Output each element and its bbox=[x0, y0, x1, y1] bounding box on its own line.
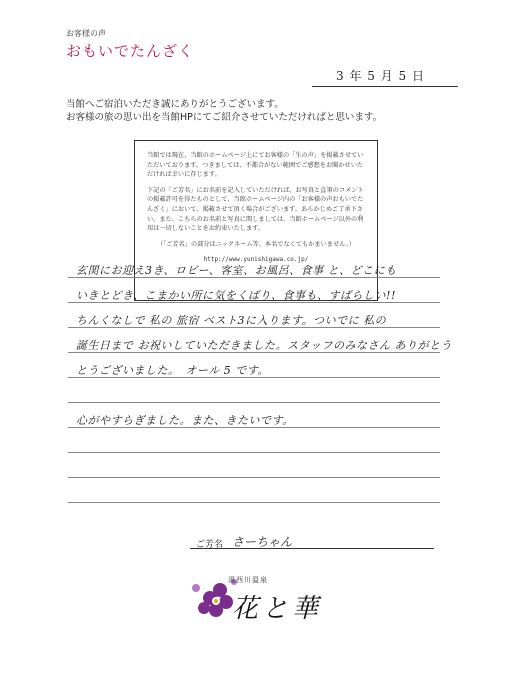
entry-date: 3 年 5 月 5 日 bbox=[336, 69, 425, 83]
ruled-line bbox=[68, 452, 440, 453]
ruled-line bbox=[68, 402, 440, 403]
comment-line: 誕生日まで お祝いしていただきました。スタッフのみなさん ありがとう bbox=[76, 339, 452, 352]
comment-line: いきとどき、こまかい所に気をくばり、食事も、すばらしい!! bbox=[76, 289, 396, 302]
comment-line: とうございました。 オール 5 です。 bbox=[76, 364, 269, 377]
signature-underline bbox=[190, 548, 434, 549]
ruled-line bbox=[68, 502, 440, 503]
logo-tagline: 湯西川温泉 bbox=[228, 576, 268, 584]
comment-line: ちんくなしで 私の 旅宿 ベスト3に入ります。ついでに 私の bbox=[76, 314, 387, 327]
ruled-line bbox=[68, 477, 440, 478]
signature-label: ご芳名 bbox=[196, 540, 224, 550]
notice-footnote: （「ご芳名」の部分はニックネーム等、本名でなくてもかまいません。） bbox=[156, 240, 356, 248]
signature-name: さーちゃん bbox=[232, 535, 293, 549]
notice-url: http://www.yunishigawa.co.jp/ bbox=[203, 256, 309, 264]
intro-line-1: 当館へご宿泊いただき誠にありがとうございます。 bbox=[66, 99, 284, 110]
intro-line-2: お客様の旅の思い出を当館HPにてご紹介させていただければと思います。 bbox=[66, 112, 383, 123]
date-underline bbox=[312, 86, 458, 87]
logo-name: 花と華 bbox=[232, 594, 323, 624]
notice-paragraph-2: 下記の「ご芳名」にお名前を記入していただければ、お写真と直筆のコメントの掲載許可を得たものとして、当館ホームページ内の「お客様の声おもいでたんざく」において、掲載させて頂く場合がございます。あらかじめご了承下さい。また、こちらのお名前と写真に関しましては、当館ホームページ以外の利用は一切しないことをお約束いたします。 bbox=[147, 186, 364, 233]
notice-paragraph-1: 当館では現在、当館のホームページ上にてお客様の「生の声」を掲載させていただいております。つきましては、不都合がない範囲でご感想をお聞かせいただければ幸いに存じます。 bbox=[147, 152, 364, 179]
form-kicker: お客様の声 bbox=[66, 29, 106, 38]
form-title: おもいでたんざく bbox=[66, 42, 195, 60]
comment-line: 心がやすらぎました。また、きたいです。 bbox=[76, 414, 294, 427]
comment-line: 玄関にお迎え3き、ロビー、客室、お風呂、食事 と、どこにも bbox=[76, 264, 397, 277]
